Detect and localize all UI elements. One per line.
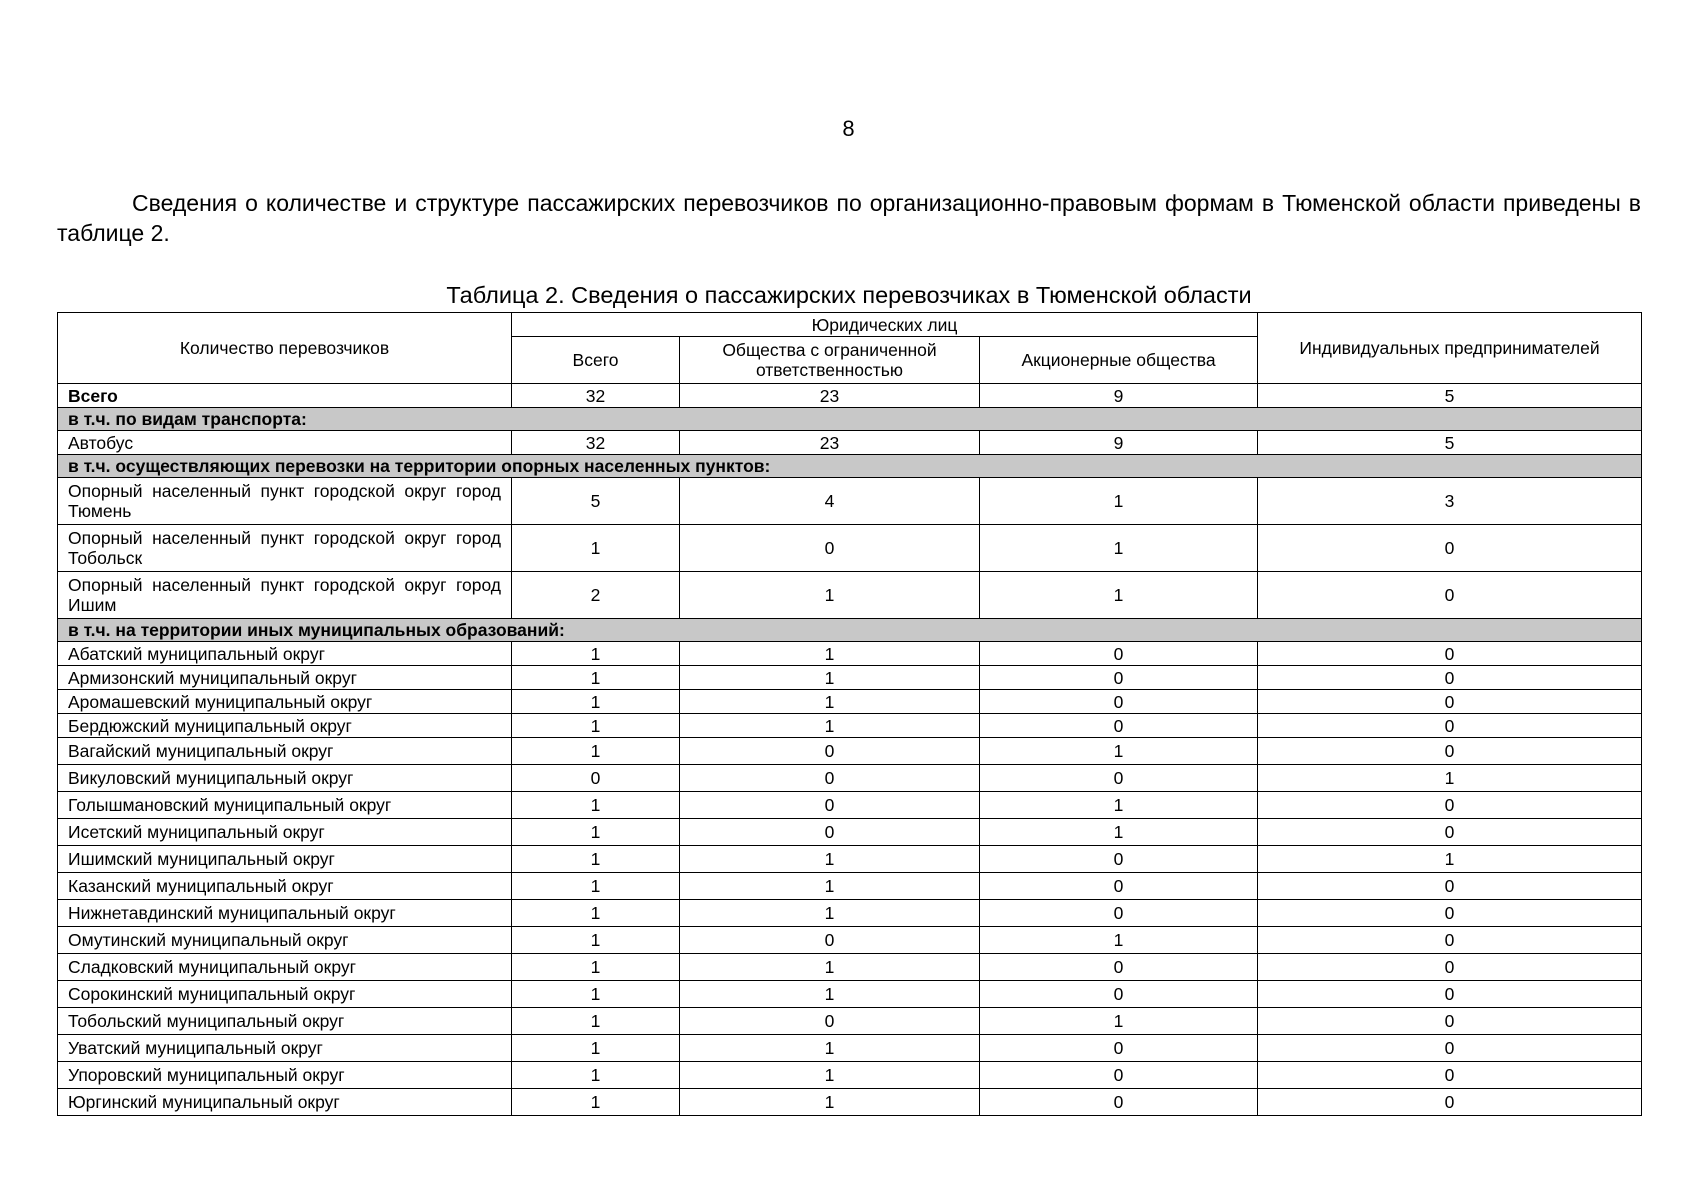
cell-ie: 0 xyxy=(1258,1035,1642,1062)
table-row xyxy=(58,954,1642,981)
cell-jsc: 1 xyxy=(980,572,1258,619)
table-row xyxy=(58,478,1642,525)
carriers-table xyxy=(57,312,1642,1116)
table-row xyxy=(58,525,1642,572)
row-name: Армизонский муниципальный округ xyxy=(58,666,512,690)
total-row xyxy=(58,384,1642,408)
cell-llc: 1 xyxy=(680,900,980,927)
table-row xyxy=(58,714,1642,738)
cell-jsc: 1 xyxy=(980,478,1258,525)
bus-row xyxy=(58,431,1642,455)
cell-all: 1 xyxy=(512,900,680,927)
table-row xyxy=(58,642,1642,666)
cell-llc: 1 xyxy=(680,714,980,738)
cell-jsc: 0 xyxy=(980,642,1258,666)
cell-all: 1 xyxy=(512,1035,680,1062)
cell-llc: 1 xyxy=(680,572,980,619)
cell-jsc: 0 xyxy=(980,1089,1258,1116)
cell-ie: 0 xyxy=(1258,714,1642,738)
row-name: Опорный населенный пункт городской округ город Тобольск xyxy=(58,525,512,572)
table-row xyxy=(58,738,1642,765)
intro-paragraph: Сведения о количестве и структуре пассажирских перевозчиков по организационно-правовым формам в Тюменской области приведены в таблице 2. xyxy=(57,190,1641,246)
header-all: Всего xyxy=(512,337,680,384)
cell-ie: 0 xyxy=(1258,690,1642,714)
cell-all: 1 xyxy=(512,792,680,819)
header-legal-entities: Юридических лиц xyxy=(512,313,1258,337)
table-row xyxy=(58,846,1642,873)
cell-ie: 0 xyxy=(1258,927,1642,954)
cell-llc: 0 xyxy=(680,927,980,954)
cell-llc: 1 xyxy=(680,873,980,900)
cell-all: 1 xyxy=(512,1062,680,1089)
cell-jsc: 0 xyxy=(980,846,1258,873)
table-row xyxy=(58,666,1642,690)
row-name: Нижнетавдинский муниципальный округ xyxy=(58,900,512,927)
table-header-row xyxy=(58,313,1642,337)
cell-llc: 0 xyxy=(680,1008,980,1035)
row-name: Опорный населенный пункт городской округ город Тюмень xyxy=(58,478,512,525)
cell-all: 1 xyxy=(512,1008,680,1035)
cell-jsc: 0 xyxy=(980,690,1258,714)
cell-llc: 0 xyxy=(680,765,980,792)
header-individual-entrepreneurs: Индивидуальных предпринимателей xyxy=(1258,313,1642,384)
table-row xyxy=(58,1089,1642,1116)
cell-all: 1 xyxy=(512,738,680,765)
row-name: Бердюжский муниципальный округ xyxy=(58,714,512,738)
table-row xyxy=(58,819,1642,846)
table-row xyxy=(58,981,1642,1008)
table-row xyxy=(58,572,1642,619)
cell-all: 1 xyxy=(512,954,680,981)
cell-llc: 0 xyxy=(680,819,980,846)
cell-llc: 1 xyxy=(680,981,980,1008)
cell-jsc: 0 xyxy=(980,954,1258,981)
cell-llc: 0 xyxy=(680,792,980,819)
row-name: Сладковский муниципальный округ xyxy=(58,954,512,981)
cell-llc: 1 xyxy=(680,1035,980,1062)
section-row-other xyxy=(58,619,1642,642)
cell-ie: 0 xyxy=(1258,1008,1642,1035)
cell-llc: 23 xyxy=(680,431,980,455)
header-llc: Общества с ограниченной ответственностью xyxy=(680,337,980,384)
cell-all: 1 xyxy=(512,1089,680,1116)
cell-jsc: 0 xyxy=(980,1062,1258,1089)
cell-jsc: 1 xyxy=(980,927,1258,954)
row-name: Исетский муниципальный округ xyxy=(58,819,512,846)
cell-all: 1 xyxy=(512,846,680,873)
cell-ie: 0 xyxy=(1258,642,1642,666)
row-name: Абатский муниципальный округ xyxy=(58,642,512,666)
table-row xyxy=(58,1008,1642,1035)
cell-jsc: 1 xyxy=(980,738,1258,765)
cell-ie: 0 xyxy=(1258,819,1642,846)
cell-ie: 1 xyxy=(1258,846,1642,873)
cell-jsc: 0 xyxy=(980,714,1258,738)
section-label: в т.ч. на территории иных муниципальных образований: xyxy=(58,619,1642,642)
cell-jsc: 9 xyxy=(980,431,1258,455)
cell-llc: 1 xyxy=(680,954,980,981)
table-row xyxy=(58,873,1642,900)
section-row-transport xyxy=(58,408,1642,431)
page-number: 8 xyxy=(842,116,855,141)
cell-ie: 1 xyxy=(1258,765,1642,792)
cell-jsc: 9 xyxy=(980,384,1258,408)
cell-llc: 1 xyxy=(680,846,980,873)
cell-llc: 1 xyxy=(680,1089,980,1116)
header-jsc: Акционерные общества xyxy=(980,337,1258,384)
row-name: Казанский муниципальный округ xyxy=(58,873,512,900)
cell-jsc: 1 xyxy=(980,792,1258,819)
cell-all: 1 xyxy=(512,927,680,954)
row-name: Автобус xyxy=(58,431,512,455)
cell-llc: 1 xyxy=(680,690,980,714)
cell-jsc: 0 xyxy=(980,1035,1258,1062)
cell-ie: 0 xyxy=(1258,981,1642,1008)
table-caption: Таблица 2. Сведения о пассажирских перевозчиках в Тюменской области xyxy=(446,282,1252,308)
cell-ie: 0 xyxy=(1258,792,1642,819)
cell-all: 1 xyxy=(512,819,680,846)
cell-all: 1 xyxy=(512,714,680,738)
row-name: Юргинский муниципальный округ xyxy=(58,1089,512,1116)
cell-ie: 0 xyxy=(1258,954,1642,981)
row-name: Тобольский муниципальный округ xyxy=(58,1008,512,1035)
cell-llc: 4 xyxy=(680,478,980,525)
row-name: Аромашевский муниципальный округ xyxy=(58,690,512,714)
cell-all: 0 xyxy=(512,765,680,792)
cell-llc: 0 xyxy=(680,738,980,765)
table-row xyxy=(58,690,1642,714)
cell-ie: 5 xyxy=(1258,384,1642,408)
cell-all: 32 xyxy=(512,384,680,408)
cell-ie: 5 xyxy=(1258,431,1642,455)
cell-ie: 0 xyxy=(1258,1089,1642,1116)
table-row xyxy=(58,1035,1642,1062)
cell-ie: 0 xyxy=(1258,873,1642,900)
row-name: Викуловский муниципальный округ xyxy=(58,765,512,792)
cell-ie: 0 xyxy=(1258,572,1642,619)
cell-all: 2 xyxy=(512,572,680,619)
cell-ie: 0 xyxy=(1258,666,1642,690)
cell-jsc: 1 xyxy=(980,1008,1258,1035)
cell-jsc: 0 xyxy=(980,765,1258,792)
row-name: Упоровский муниципальный округ xyxy=(58,1062,512,1089)
cell-jsc: 0 xyxy=(980,873,1258,900)
cell-ie: 0 xyxy=(1258,525,1642,572)
row-name: Опорный населенный пункт городской округ город Ишим xyxy=(58,572,512,619)
cell-all: 5 xyxy=(512,478,680,525)
cell-llc: 1 xyxy=(680,1062,980,1089)
cell-llc: 1 xyxy=(680,642,980,666)
section-label: в т.ч. по видам транспорта: xyxy=(58,408,1642,431)
table-row xyxy=(58,900,1642,927)
cell-all: 1 xyxy=(512,642,680,666)
header-count: Количество перевозчиков xyxy=(58,313,512,384)
cell-jsc: 0 xyxy=(980,666,1258,690)
row-name: Ишимский муниципальный округ xyxy=(58,846,512,873)
cell-all: 32 xyxy=(512,431,680,455)
cell-jsc: 0 xyxy=(980,900,1258,927)
cell-llc: 23 xyxy=(680,384,980,408)
cell-llc: 0 xyxy=(680,525,980,572)
row-name: Омутинский муниципальный округ xyxy=(58,927,512,954)
cell-all: 1 xyxy=(512,666,680,690)
cell-all: 1 xyxy=(512,525,680,572)
cell-ie: 3 xyxy=(1258,478,1642,525)
cell-all: 1 xyxy=(512,690,680,714)
section-label: в т.ч. осуществляющих перевозки на территории опорных населенных пунктов: xyxy=(58,455,1642,478)
row-name: Уватский муниципальный округ xyxy=(58,1035,512,1062)
cell-jsc: 0 xyxy=(980,981,1258,1008)
cell-ie: 0 xyxy=(1258,738,1642,765)
table-row xyxy=(58,1062,1642,1089)
table-row xyxy=(58,765,1642,792)
cell-all: 1 xyxy=(512,981,680,1008)
row-name: Вагайский муниципальный округ xyxy=(58,738,512,765)
table-row xyxy=(58,792,1642,819)
row-name: Голышмановский муниципальный округ xyxy=(58,792,512,819)
section-row-hubs xyxy=(58,455,1642,478)
row-name: Всего xyxy=(58,384,512,408)
table-row xyxy=(58,927,1642,954)
cell-ie: 0 xyxy=(1258,900,1642,927)
cell-jsc: 1 xyxy=(980,819,1258,846)
cell-llc: 1 xyxy=(680,666,980,690)
row-name: Сорокинский муниципальный округ xyxy=(58,981,512,1008)
cell-ie: 0 xyxy=(1258,1062,1642,1089)
cell-jsc: 1 xyxy=(980,525,1258,572)
cell-all: 1 xyxy=(512,873,680,900)
